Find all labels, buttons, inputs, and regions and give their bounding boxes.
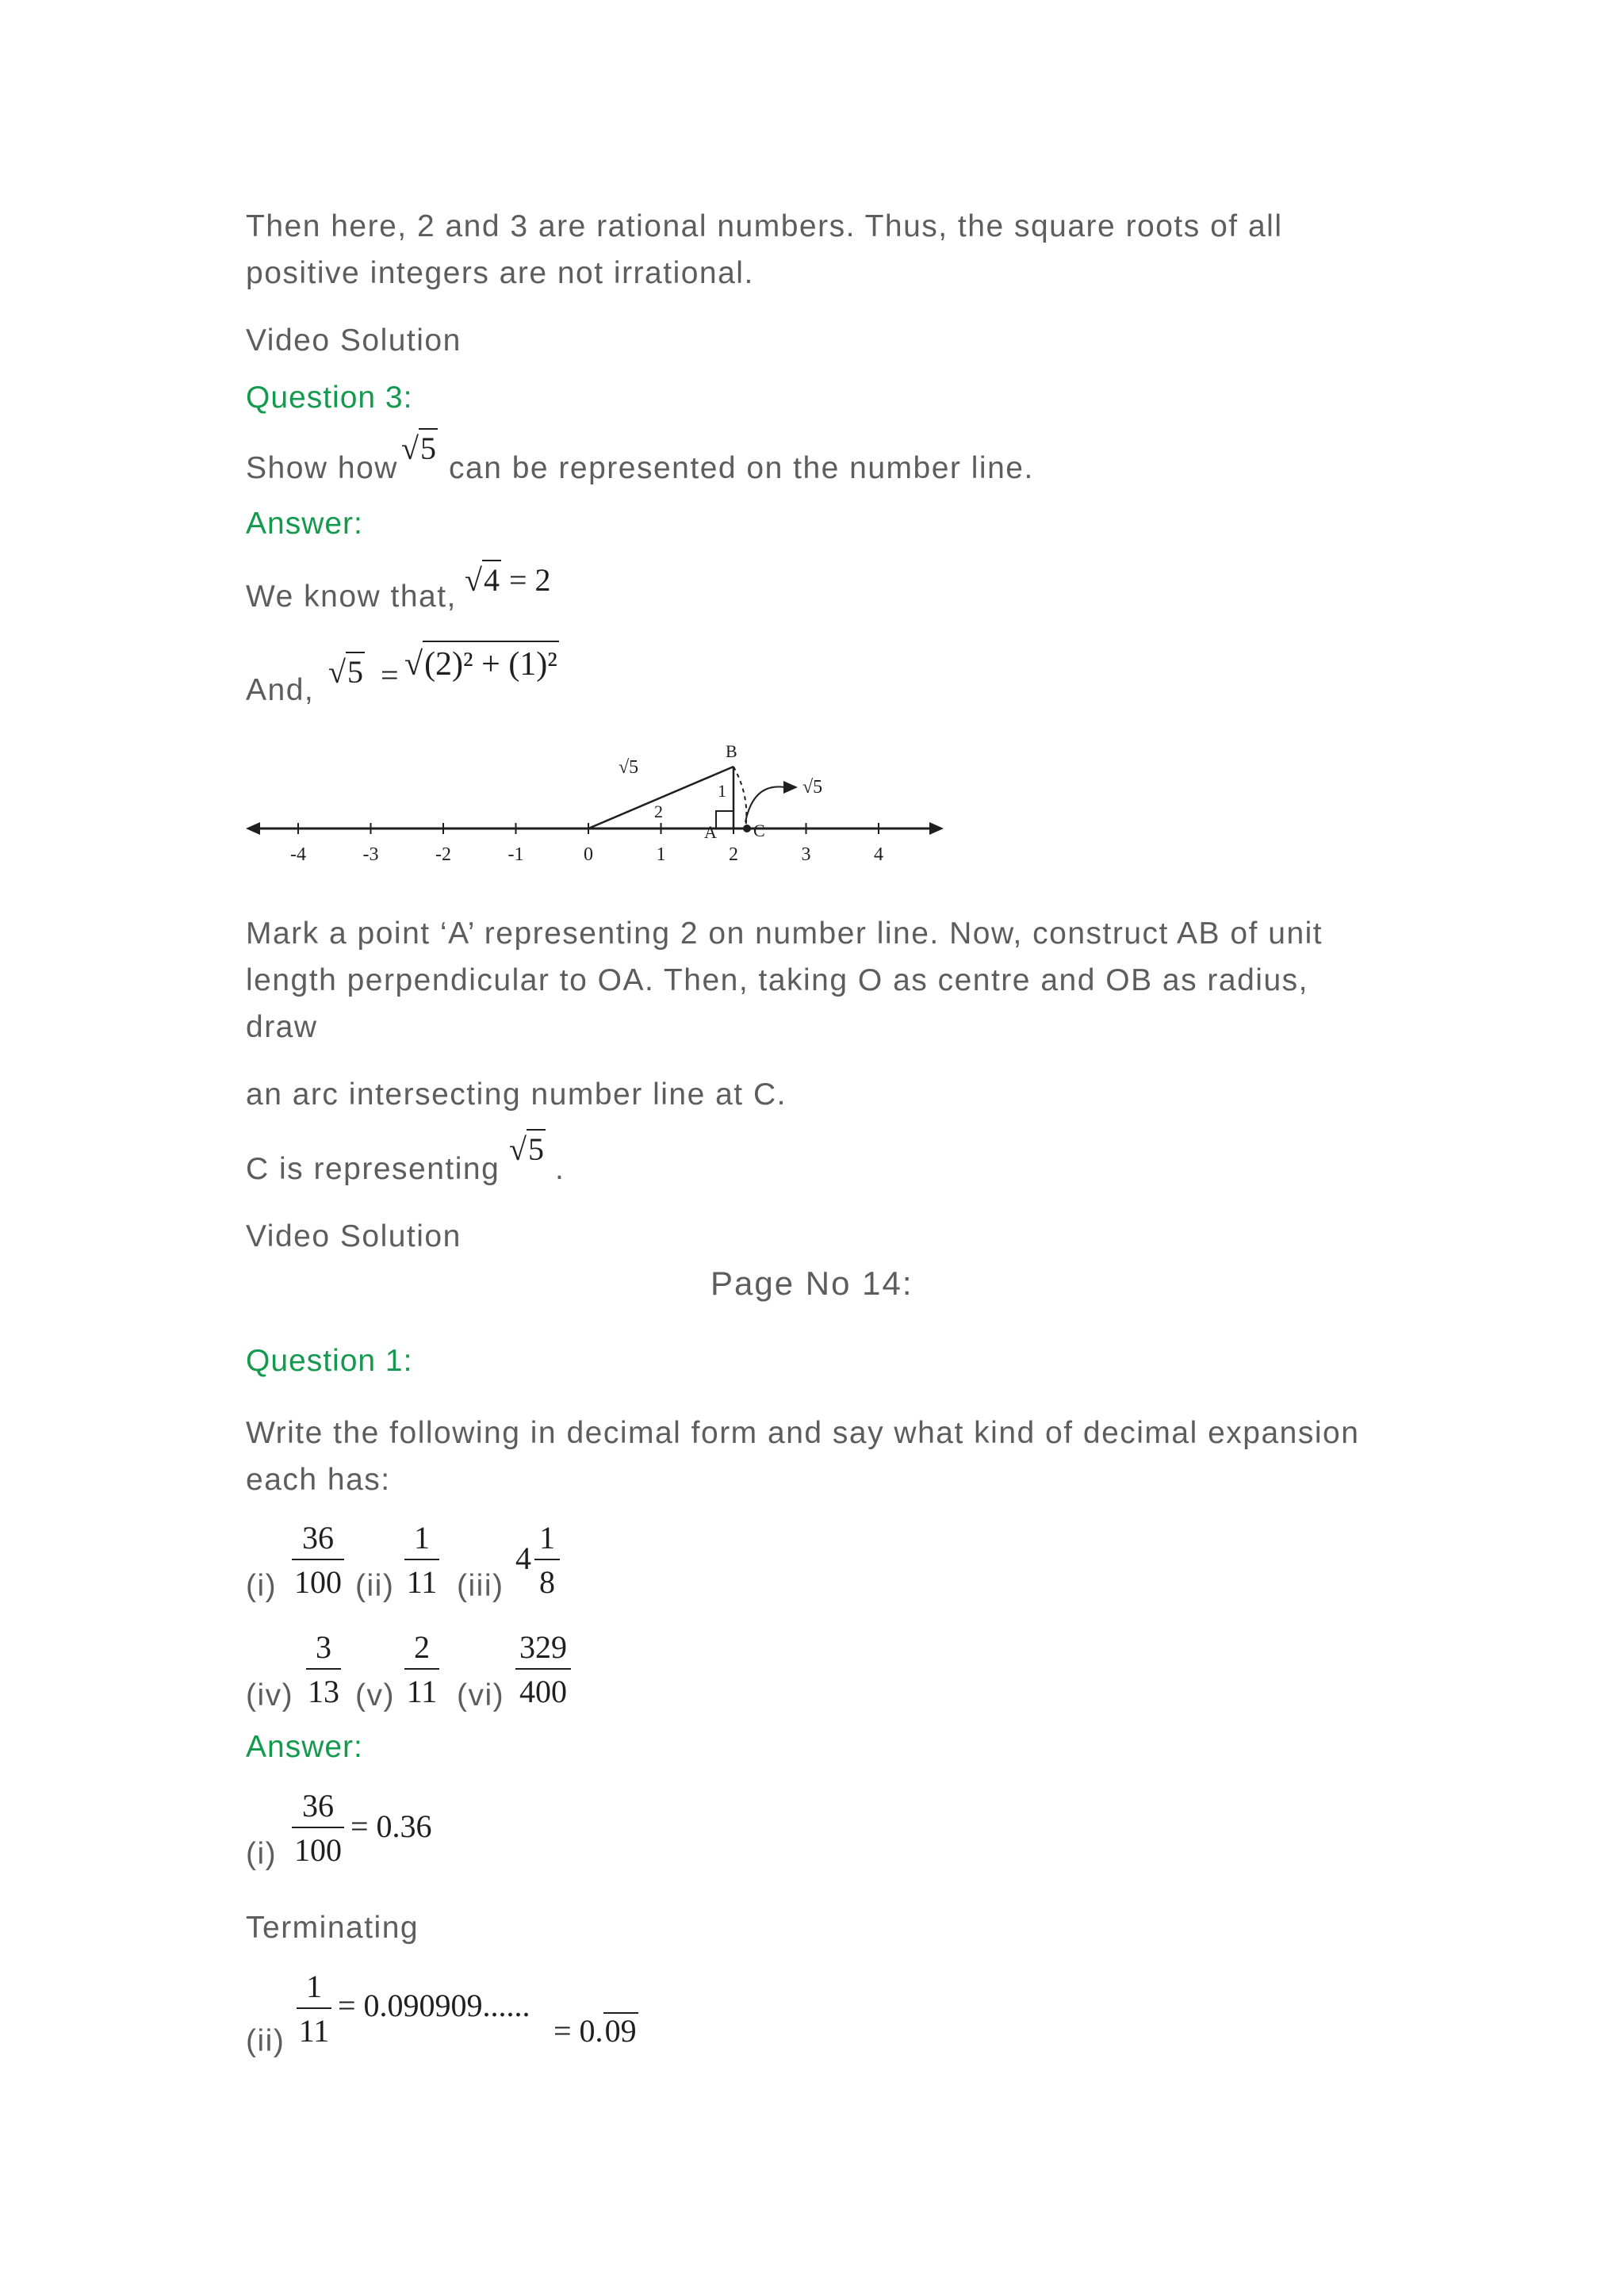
item-label: (iv) — [246, 1678, 294, 1712]
statement-sqrt4 — [246, 560, 880, 623]
tick-label: 2 — [729, 844, 738, 865]
paragraph-line: Then here, 2 and 3 are rational numbers. Thus, the square roots of all — [246, 209, 1283, 243]
item-label: (vi) — [457, 1678, 505, 1712]
paragraph-line: length perpendicular to OA. Then, taking O as centre and OB as radius, — [246, 963, 1308, 997]
recurring-value — [553, 2012, 638, 2047]
denominator: 13 — [308, 1674, 339, 1709]
equals-value: = 2 — [508, 562, 551, 598]
statement-text: And, — [246, 673, 315, 707]
tick-label: 0 — [584, 844, 593, 865]
denominator: 11 — [298, 2013, 330, 2049]
tick-label: 1 — [656, 844, 666, 865]
tick-label: -4 — [290, 844, 306, 865]
question-heading: Question 3: — [246, 381, 413, 415]
radicand: 5 — [527, 1129, 546, 1168]
denominator: 100 — [294, 1564, 342, 1600]
radicand: 4 — [482, 560, 501, 599]
fraction — [515, 1629, 571, 1709]
equals-sign: = — [381, 657, 399, 693]
paragraph-line: each has: — [246, 1463, 391, 1497]
fraction — [292, 1522, 344, 1598]
sqrt-sum-expression: √(2)² + (1)² — [404, 641, 559, 683]
fraction — [292, 1790, 344, 1866]
tick-label: 3 — [801, 844, 811, 865]
paragraph-line: Write the following in decimal form and say what kind of decimal expansion — [246, 1416, 1360, 1450]
numerator: 36 — [302, 1520, 334, 1556]
item-label: (v) — [355, 1678, 395, 1712]
radicand: 5 — [419, 428, 438, 467]
numerator: 1 — [414, 1520, 430, 1556]
point-c — [743, 825, 751, 832]
numerator: 36 — [302, 1788, 334, 1823]
question-text-start: Show how — [246, 451, 398, 485]
number-line-diagram — [238, 733, 952, 876]
item-label: (i) — [246, 1569, 278, 1603]
paragraph-line: draw — [246, 1010, 318, 1044]
sqrt-expression: √5 — [328, 652, 365, 691]
statement-text: We know that, — [246, 580, 457, 614]
sqrt-expression: √5 — [509, 1129, 546, 1168]
denominator: 400 — [519, 1674, 567, 1709]
fraction — [297, 1971, 331, 2047]
tick-label: -1 — [508, 844, 524, 865]
fraction — [404, 1522, 439, 1598]
video-solution-link[interactable]: Video Solution — [246, 1219, 462, 1253]
sqrt-expression: √4 = 2 — [465, 560, 551, 599]
radicand: (2)² + (1)² — [423, 641, 559, 683]
equals-value: = 0.36 — [350, 1808, 432, 1844]
equals-prefix: = 0. — [553, 2013, 603, 2049]
label-base: 2 — [654, 802, 663, 821]
denominator: 8 — [539, 1564, 555, 1600]
label-arrow: √5 — [802, 777, 823, 798]
tick-label: 4 — [874, 844, 883, 865]
answer-item — [246, 1963, 959, 2066]
statement-text: C is representing — [246, 1152, 500, 1186]
fraction-row — [246, 1624, 880, 1719]
numerator: 1 — [539, 1520, 555, 1556]
radicand: 5 — [346, 652, 365, 691]
fraction — [306, 1629, 341, 1709]
question-text-end: can be represented on the number line. — [449, 451, 1034, 485]
recurring-digits: 09 — [604, 2013, 637, 2049]
tick-label: -3 — [362, 844, 379, 865]
denominator: 11 — [406, 1674, 438, 1709]
mixed-whole: 4 — [515, 1540, 531, 1576]
tick-label: -2 — [435, 844, 451, 865]
label-b: B — [726, 741, 737, 761]
question-heading: Question 1: — [246, 1344, 413, 1378]
numerator: 329 — [519, 1629, 567, 1665]
question-text — [246, 428, 1197, 492]
page-number: Page No 14: — [710, 1265, 914, 1302]
label-a: A — [704, 822, 717, 842]
fraction — [534, 1522, 560, 1598]
label-side: 1 — [718, 781, 726, 801]
statement-c — [246, 1129, 880, 1192]
answer-item — [246, 1782, 880, 1877]
answer-heading: Answer: — [246, 1730, 363, 1764]
numerator: 3 — [316, 1629, 331, 1665]
paragraph-line: an arc intersecting number line at C. — [246, 1077, 787, 1112]
paragraph-line: positive integers are not irrational. — [246, 256, 754, 290]
answer-heading: Answer: — [246, 507, 363, 541]
paragraph-line: Mark a point ‘A’ representing 2 on number line. Now, construct AB of unit — [246, 916, 1323, 951]
denominator: 11 — [406, 1564, 438, 1600]
label-hypotenuse: √5 — [619, 757, 639, 778]
video-solution-link[interactable]: Video Solution — [246, 323, 462, 358]
number-line — [246, 822, 944, 835]
item-label: (i) — [246, 1837, 278, 1871]
right-angle-marker — [716, 811, 733, 828]
denominator: 100 — [294, 1832, 342, 1868]
item-label: (iii) — [457, 1569, 504, 1603]
numerator: 2 — [414, 1629, 430, 1665]
item-label: (ii) — [246, 2024, 285, 2058]
sqrt-expression: √5 — [401, 428, 438, 467]
arrow-curve — [745, 786, 785, 822]
statement-sqrt5 — [246, 634, 959, 714]
classification: Terminating — [246, 1911, 419, 1945]
numerator: 1 — [306, 1969, 322, 2004]
fraction-row — [246, 1514, 880, 1609]
arc — [733, 767, 746, 828]
period: . — [555, 1152, 565, 1186]
arrow-head — [783, 781, 798, 794]
equals-value: = 0.090909...... — [338, 1988, 530, 2023]
label-c: C — [753, 821, 765, 840]
fraction — [404, 1629, 439, 1709]
item-label: (ii) — [355, 1569, 395, 1603]
